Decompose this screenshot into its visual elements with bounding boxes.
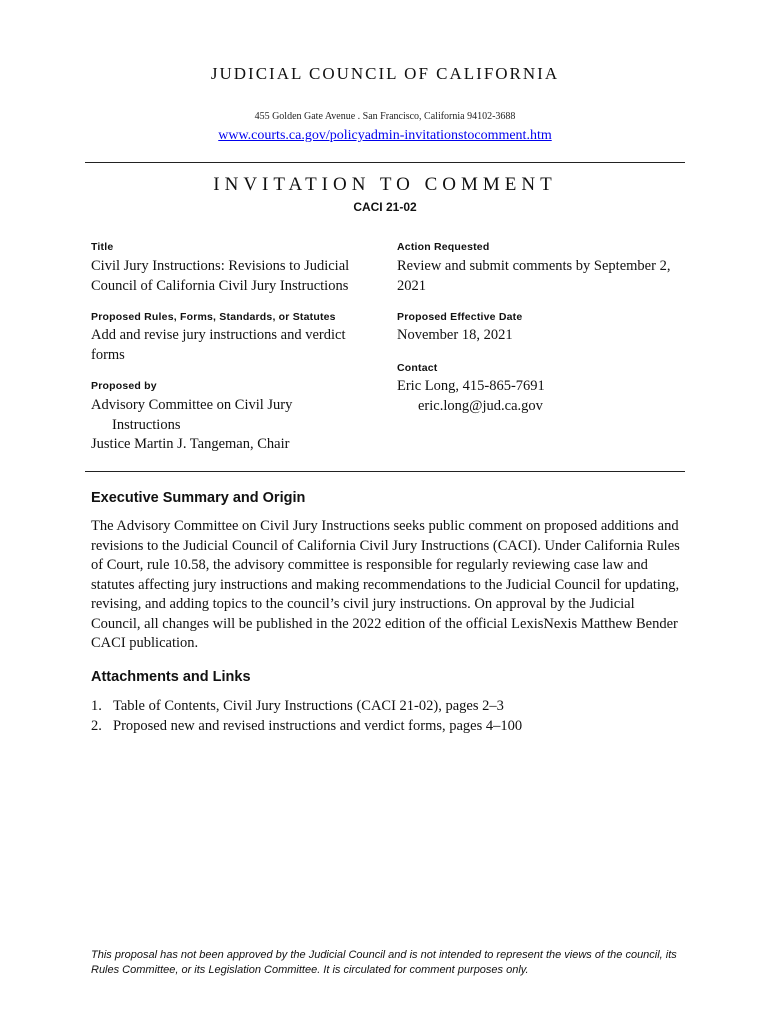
list-item-text: Proposed new and revised instructions and verdict forms, pages 4–100: [113, 717, 523, 734]
attachments-heading: Attachments and Links: [91, 669, 251, 685]
title-label: Title: [91, 241, 114, 253]
effective-date-value: November 18, 2021: [397, 327, 513, 343]
list-item: [91, 697, 686, 717]
proposed-by-line3: Justice Martin J. Tangeman, Chair: [91, 436, 290, 452]
document-title: INVITATION TO COMMENT: [213, 174, 557, 195]
action-value: Review and submit comments by September 2, 2021: [397, 258, 671, 294]
proposed-rules-value: Add and revise jury instructions and verdict forms: [91, 327, 346, 363]
list-item-number: 1.: [91, 698, 102, 714]
executive-summary-body: The Advisory Committee on Civil Jury Instructions seeks public comment on proposed additions and revisions to the Judicial Council of California Civil Jury Instructions (CACI). Under California Rules of Court, rule 10.58, the advisory committee is responsible for regularly reviewing case law and statutes affecting jury instructions and making recommendations to the Judicial Council for updating, revising, and adding topics to the council’s civil jury instructions. On approval by the Judicial Council, all changes will be published in the 2022 edition of the official LexisNexis Matthew Bender CACI publication.: [91, 518, 680, 651]
address: 455 Golden Gate Avenue . San Francisco, California 94102-3688: [254, 111, 516, 122]
action-label: Action Requested: [397, 241, 490, 253]
contact-value: [397, 377, 682, 416]
proposed-by-line1: Advisory Committee on Civil Jury: [91, 397, 293, 413]
document-number: CACI 21-02: [353, 200, 417, 214]
bottom-divider: [85, 471, 685, 472]
effective-date-label: Proposed Effective Date: [397, 311, 523, 323]
proposed-by-line2: Instructions: [112, 416, 181, 433]
footer-disclaimer: This proposal has not been approved by the Judicial Council and is not intended to represent the views of the council, its Rules Committee, or its Legislation Committee. It is circulated for comment purposes only.: [91, 949, 677, 976]
top-divider: [85, 162, 685, 163]
url-link[interactable]: www.courts.ca.gov/policyadmin-invitationstocomment.htm: [218, 128, 552, 143]
title-value: Civil Jury Instructions: Revisions to Judicial Council of California Civil Jury Instructions: [91, 258, 350, 294]
list-item: [91, 717, 686, 737]
proposed-by-label: Proposed by: [91, 380, 157, 392]
proposed-by-value: [91, 396, 371, 455]
proposed-rules-label: Proposed Rules, Forms, Standards, or Statutes: [91, 311, 336, 323]
attachments-list: [91, 697, 686, 736]
contact-label: Contact: [397, 362, 438, 374]
executive-summary-heading: Executive Summary and Origin: [91, 490, 306, 506]
list-item-number: 2.: [91, 717, 102, 734]
contact-name-phone: Eric Long, 415-865-7691: [397, 378, 545, 394]
contact-email: eric.long@jud.ca.gov: [418, 397, 543, 414]
org-name: JUDICIAL COUNCIL OF CALIFORNIA: [210, 64, 560, 83]
list-item-text: Table of Contents, Civil Jury Instructions (CACI 21-02), pages 2–3: [113, 698, 504, 714]
